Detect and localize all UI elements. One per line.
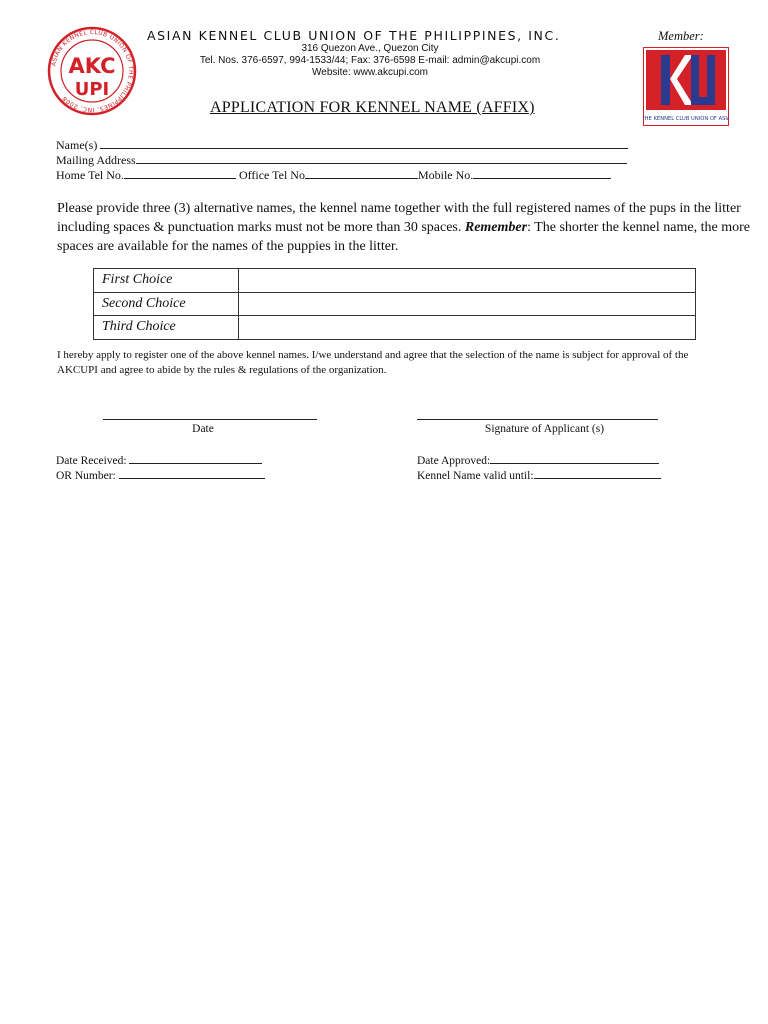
mobile-line[interactable] bbox=[473, 167, 611, 179]
address-line: 316 Quezon Ave., Quezon City bbox=[301, 43, 439, 54]
kua-logo bbox=[643, 47, 729, 126]
member-label: Member: bbox=[658, 29, 704, 43]
home-tel-line[interactable] bbox=[124, 167, 236, 179]
signature-caption: Signature of Applicant (s) bbox=[484, 423, 605, 435]
instructions-paragraph bbox=[57, 199, 757, 256]
valid-until-line[interactable] bbox=[534, 468, 661, 479]
choice-input[interactable] bbox=[239, 316, 696, 340]
office-tel-line[interactable] bbox=[305, 167, 418, 179]
date-caption: Date bbox=[192, 423, 214, 435]
choice-input[interactable] bbox=[239, 269, 696, 293]
contact-line: Tel. Nos. 376-6597, 994-1533/44; Fax: 376-6598 E-mail: admin@akcupi.com bbox=[199, 55, 541, 66]
svg-text:ASIAN KENNEL CLUB UNION OF THE: ASIAN KENNEL CLUB UNION OF THE PHILIPPINES, INC. 2008 bbox=[50, 28, 135, 114]
remember-emphasis: Remember bbox=[464, 220, 528, 235]
date-approved-line[interactable] bbox=[490, 453, 659, 464]
valid-until-label: Kennel Name valid until: bbox=[417, 470, 534, 482]
names-field[interactable] bbox=[56, 137, 628, 151]
home-tel-label: Home Tel No. bbox=[56, 168, 124, 182]
names-label: Name(s) bbox=[56, 138, 98, 152]
choice-label: First Choice bbox=[94, 269, 239, 293]
choice-row bbox=[94, 269, 696, 293]
akcupi-logo bbox=[45, 26, 139, 116]
instructions-text: Please provide three (3) alternative names, the kennel name together with the full registered names of the pups in the litter including spaces & punctuation marks must not be more than 30 spaces. bbox=[57, 201, 741, 235]
choice-row bbox=[94, 316, 696, 340]
declaration-text: I hereby apply to register one of the above kennel names. I/we understand and agree that the selection of the name is subject for approval of the AKCUPI and agree to abide by the rules & regulations of the organization. bbox=[57, 349, 689, 376]
date-approved-field[interactable] bbox=[417, 453, 659, 467]
date-received-label: Date Received: bbox=[56, 455, 127, 467]
or-number-label: OR Number: bbox=[56, 470, 116, 482]
choice-label: Third Choice bbox=[94, 316, 239, 340]
organization-name: ASIAN KENNEL CLUB UNION OF THE PHILIPPINES, INC. bbox=[147, 28, 561, 43]
mobile-label: Mobile No. bbox=[417, 168, 474, 182]
date-received-line[interactable] bbox=[129, 453, 262, 464]
applicant-signature-line[interactable] bbox=[417, 419, 658, 420]
names-line[interactable] bbox=[100, 137, 628, 149]
kennel-name-choices-table bbox=[93, 268, 696, 340]
or-number-field[interactable] bbox=[56, 468, 265, 482]
website-line: Website: www.akcupi.com bbox=[312, 67, 428, 78]
choice-input[interactable] bbox=[239, 292, 696, 316]
or-number-line[interactable] bbox=[119, 468, 265, 479]
svg-text:THE KENNEL CLUB UNION OF ASIA: THE KENNEL CLUB UNION OF ASIA bbox=[643, 116, 729, 122]
date-approved-label: Date Approved: bbox=[417, 455, 491, 467]
valid-until-field[interactable] bbox=[417, 468, 661, 482]
mailing-address-line[interactable] bbox=[136, 152, 627, 164]
svg-text:AKC: AKC bbox=[68, 54, 116, 78]
phone-fields bbox=[56, 167, 611, 181]
svg-text:UPI: UPI bbox=[74, 79, 110, 100]
mailing-address-label: Mailing Address bbox=[56, 153, 136, 167]
instructions-text-after: : The shorter the kennel name, the more spaces are available for the names of the puppies in the litter. bbox=[57, 220, 750, 254]
office-tel-label: Office Tel No bbox=[238, 168, 305, 182]
form-title: APPLICATION FOR KENNEL NAME (AFFIX) bbox=[210, 99, 535, 116]
date-received-field[interactable] bbox=[56, 453, 262, 467]
date-signature-line[interactable] bbox=[103, 419, 317, 420]
choice-label: Second Choice bbox=[94, 292, 239, 316]
mailing-address-field[interactable] bbox=[56, 152, 627, 166]
choice-row bbox=[94, 292, 696, 316]
